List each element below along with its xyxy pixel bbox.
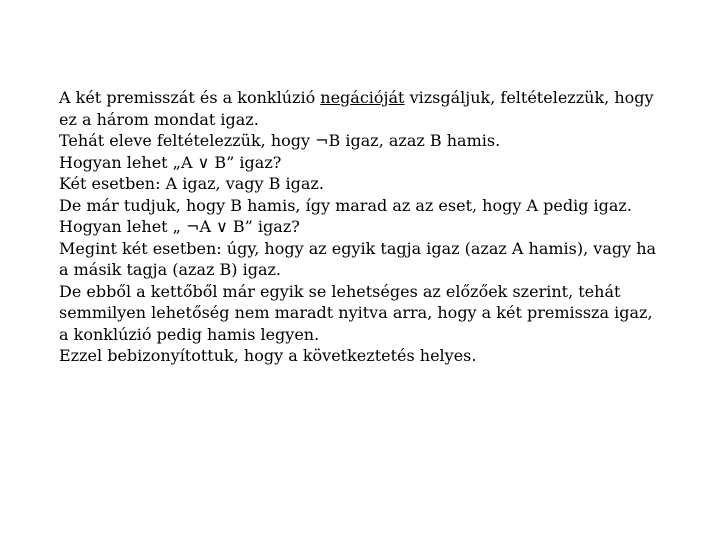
- paragraph-premises-assumption: [59, 87, 659, 130]
- paragraph-b-false-so-a-true: De már tudjuk, hogy B hamis, így marad az az eset, hogy A pedig igaz.: [59, 195, 632, 215]
- paragraph-contradiction: De ebből a kettőből már egyik se lehetséges az előzőek szerint, tehát semmilyen lehetőség nem maradt nyitva arra, hogy a két premissza igaz, a konklúzió pedig hamis legyen.: [59, 281, 658, 344]
- paragraph-conclusion: Ezzel bebizonyítottuk, hogy a következtetés helyes.: [59, 346, 477, 365]
- proof-text-block: [59, 87, 662, 367]
- paragraph-two-cases-again: Megint két esetben: úgy, hogy az egyik tagja igaz (azaz A hamis), vagy ha a másik tagja (azaz B) igaz.: [59, 238, 662, 279]
- negation-underlined-word: negációját: [320, 88, 405, 107]
- paragraph-1-after: vizsgáljuk, feltételezzük, hogy ez a három mondat igaz.: [59, 88, 659, 129]
- paragraph-1-before: A két premisszát és a konklúzió: [59, 88, 321, 107]
- paragraph-two-cases: Két esetben: A igaz, vagy B igaz.: [59, 174, 324, 193]
- paragraph-question-not-a-or-b: Hogyan lehet „ ¬A ∨ B” igaz?: [59, 217, 300, 236]
- paragraph-not-b-true: Tehát eleve feltételezzük, hogy ¬B igaz, azaz B hamis.: [59, 131, 501, 150]
- paragraph-question-a-or-b: Hogyan lehet „A ∨ B” igaz?: [59, 152, 282, 172]
